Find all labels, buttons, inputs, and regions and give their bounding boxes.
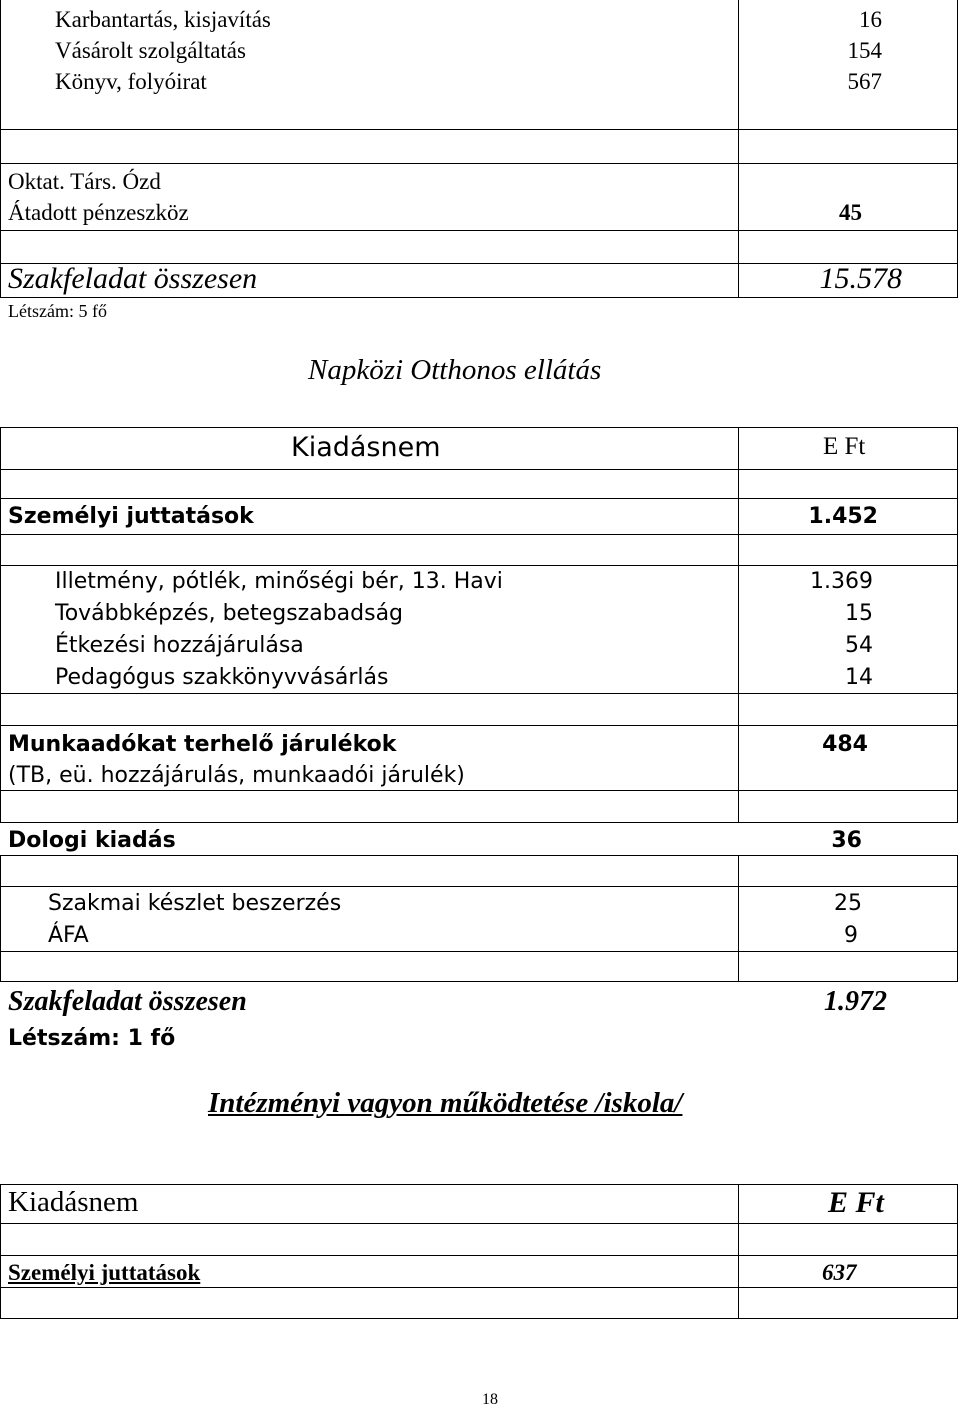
row-value-karbantartas: 16 <box>859 7 882 32</box>
dologi-item-value-szakmai: 25 <box>834 891 862 916</box>
row-label-konyv: Könyv, folyóirat <box>55 69 207 94</box>
letszam-1: Létszám: 5 fő <box>8 301 107 321</box>
item-label-etkezesi: Étkezési hozzájárulása <box>55 633 304 658</box>
dologi-item-label-afa: ÁFA <box>48 923 89 948</box>
dologi-item-label-szakmai: Szakmai készlet beszerzés <box>48 891 342 916</box>
munkaado-value: 484 <box>822 732 868 757</box>
szemelyi-label-2: Személyi juttatások <box>8 504 254 529</box>
table3-header-kiadasnem: Kiadásnem <box>8 1186 139 1218</box>
dologi-value: 36 <box>831 828 862 853</box>
szemelyi-label-3: Személyi juttatások <box>8 1260 201 1285</box>
page-number: 18 <box>482 1391 498 1408</box>
szemelyi-value-3: 637 <box>822 1260 857 1285</box>
item-label-pedagogus: Pedagógus szakkönyvvásárlás <box>55 665 389 690</box>
total-value-1: 15.578 <box>819 262 902 295</box>
table2-header-eft: E Ft <box>823 433 866 460</box>
item-label-illetmeny: Illetmény, pótlék, minőségi bér, 13. Havi <box>55 569 503 594</box>
munkaado-label: Munkaadókat terhelő járulékok <box>8 732 397 757</box>
row-value-konyv: 567 <box>847 69 882 94</box>
table2-header-kiadasnem: Kiadásnem <box>291 432 441 463</box>
dologi-label: Dologi kiadás <box>8 828 176 853</box>
total-label-2: Szakfeladat összesen <box>8 986 247 1017</box>
dologi-item-value-afa: 9 <box>844 923 858 948</box>
letszam-2: Létszám: 1 fő <box>8 1026 176 1051</box>
item-label-tovabbkepzes: Továbbképzés, betegszabadság <box>55 601 404 626</box>
row-label-karbantartas: Karbantartás, kisjavítás <box>55 7 271 32</box>
item-value-illetmeny: 1.369 <box>810 569 873 594</box>
munkaado-sub: (TB, eü. hozzájárulás, munkaadói járulék) <box>8 763 465 788</box>
total-label-1: Szakfeladat összesen <box>8 262 258 295</box>
row-label-oktat: Oktat. Társ. Ózd <box>8 169 161 194</box>
row-label-vasarolt: Vásárolt szolgáltatás <box>55 38 246 63</box>
row-label-atadott: Átadott pénzeszköz <box>8 200 189 225</box>
szemelyi-value-2: 1.452 <box>808 504 878 529</box>
table3-header-eft: E Ft <box>828 1186 884 1219</box>
row-value-atadott: 45 <box>839 200 862 225</box>
item-value-etkezesi: 54 <box>845 633 873 658</box>
section2-title: Napközi Otthonos ellátás <box>308 354 602 386</box>
row-value-vasarolt: 154 <box>847 38 882 63</box>
section3-title: Intézményi vagyon működtetése /iskola/ <box>208 1087 683 1119</box>
item-value-pedagogus: 14 <box>845 665 873 690</box>
item-value-tovabbkepzes: 15 <box>845 601 873 626</box>
total-value-2: 1.972 <box>824 986 887 1017</box>
